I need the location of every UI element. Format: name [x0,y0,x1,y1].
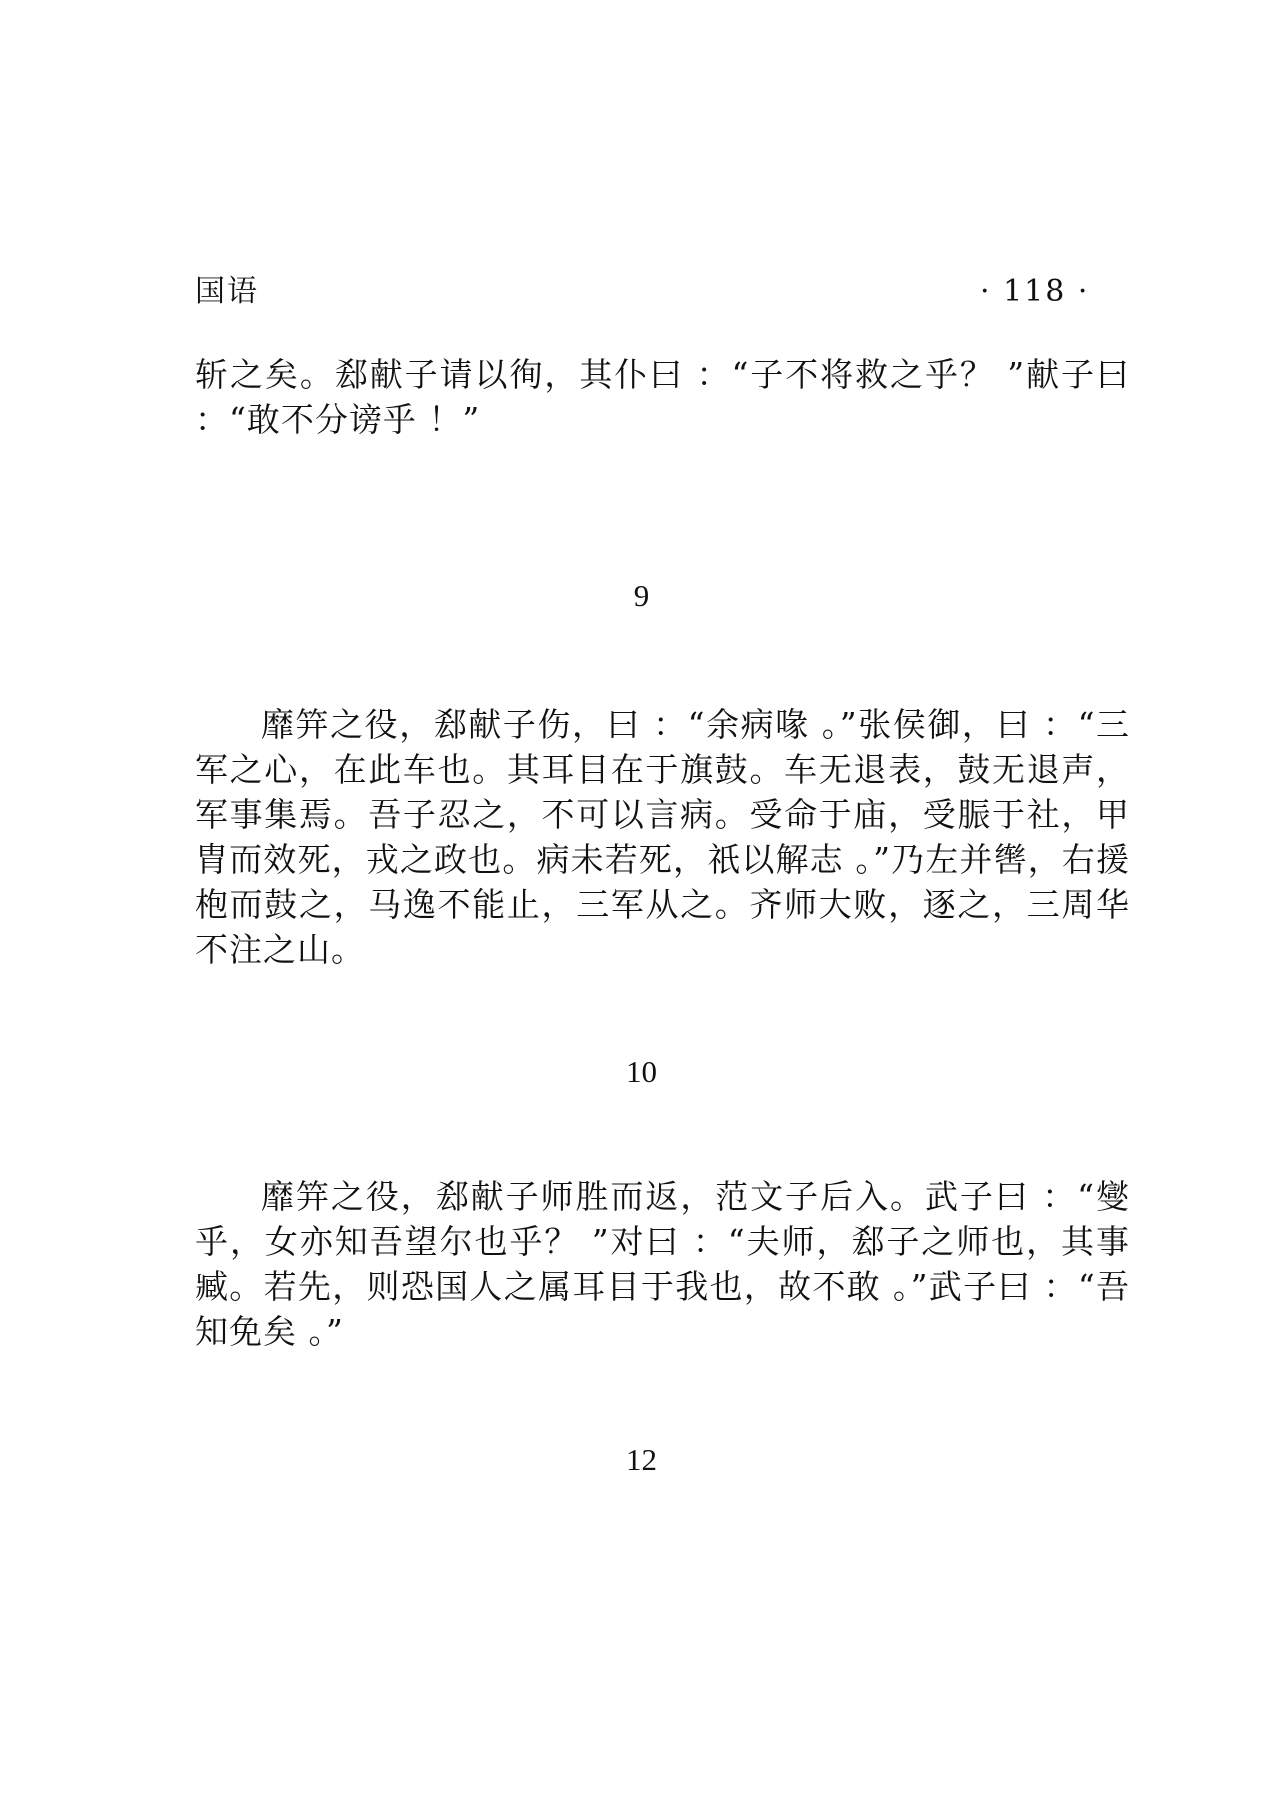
section-number-9: 9 [633,578,650,613]
section-number-12: 12 [626,1442,657,1477]
book-title: 国语 [195,274,259,309]
section-number-10: 10 [626,1054,657,1089]
paragraph-continuation: 斩之矣。郄献子请以徇，其仆曰 ：“子不将救之乎？ ”献子曰 ：“敢不分谤乎 ！” [195,355,1130,439]
page-number: · 118 · [980,274,1090,309]
paragraph-section-10: 靡笄之役，郄献子师胜而返，范文子后入。武子曰 ：“燮乎，女亦知吾望尔也乎？ ”对曰 ：“夫师，郄子之师也，其事臧。若先，则恐国人之属耳目于我也，故不敢 。”武子曰 ：“吾知免矣 。” [195,1177,1130,1351]
paragraph-section-9: 靡笄之役，郄献子伤，曰 ：“余病喙 。”张侯御，曰 ：“三军之心，在此车也。其耳目在于旗鼓。车无退表，鼓无退声，军事集焉。吾子忍之，不可以言病。受命于庙，受脤于社，甲胄而效死，戎之政也。病未若死，祇以解志 。”乃左并辔，右援枹而鼓之，马逸不能止，三军从之。齐师大败，逐之，三周华不注之山。 [195,705,1130,969]
